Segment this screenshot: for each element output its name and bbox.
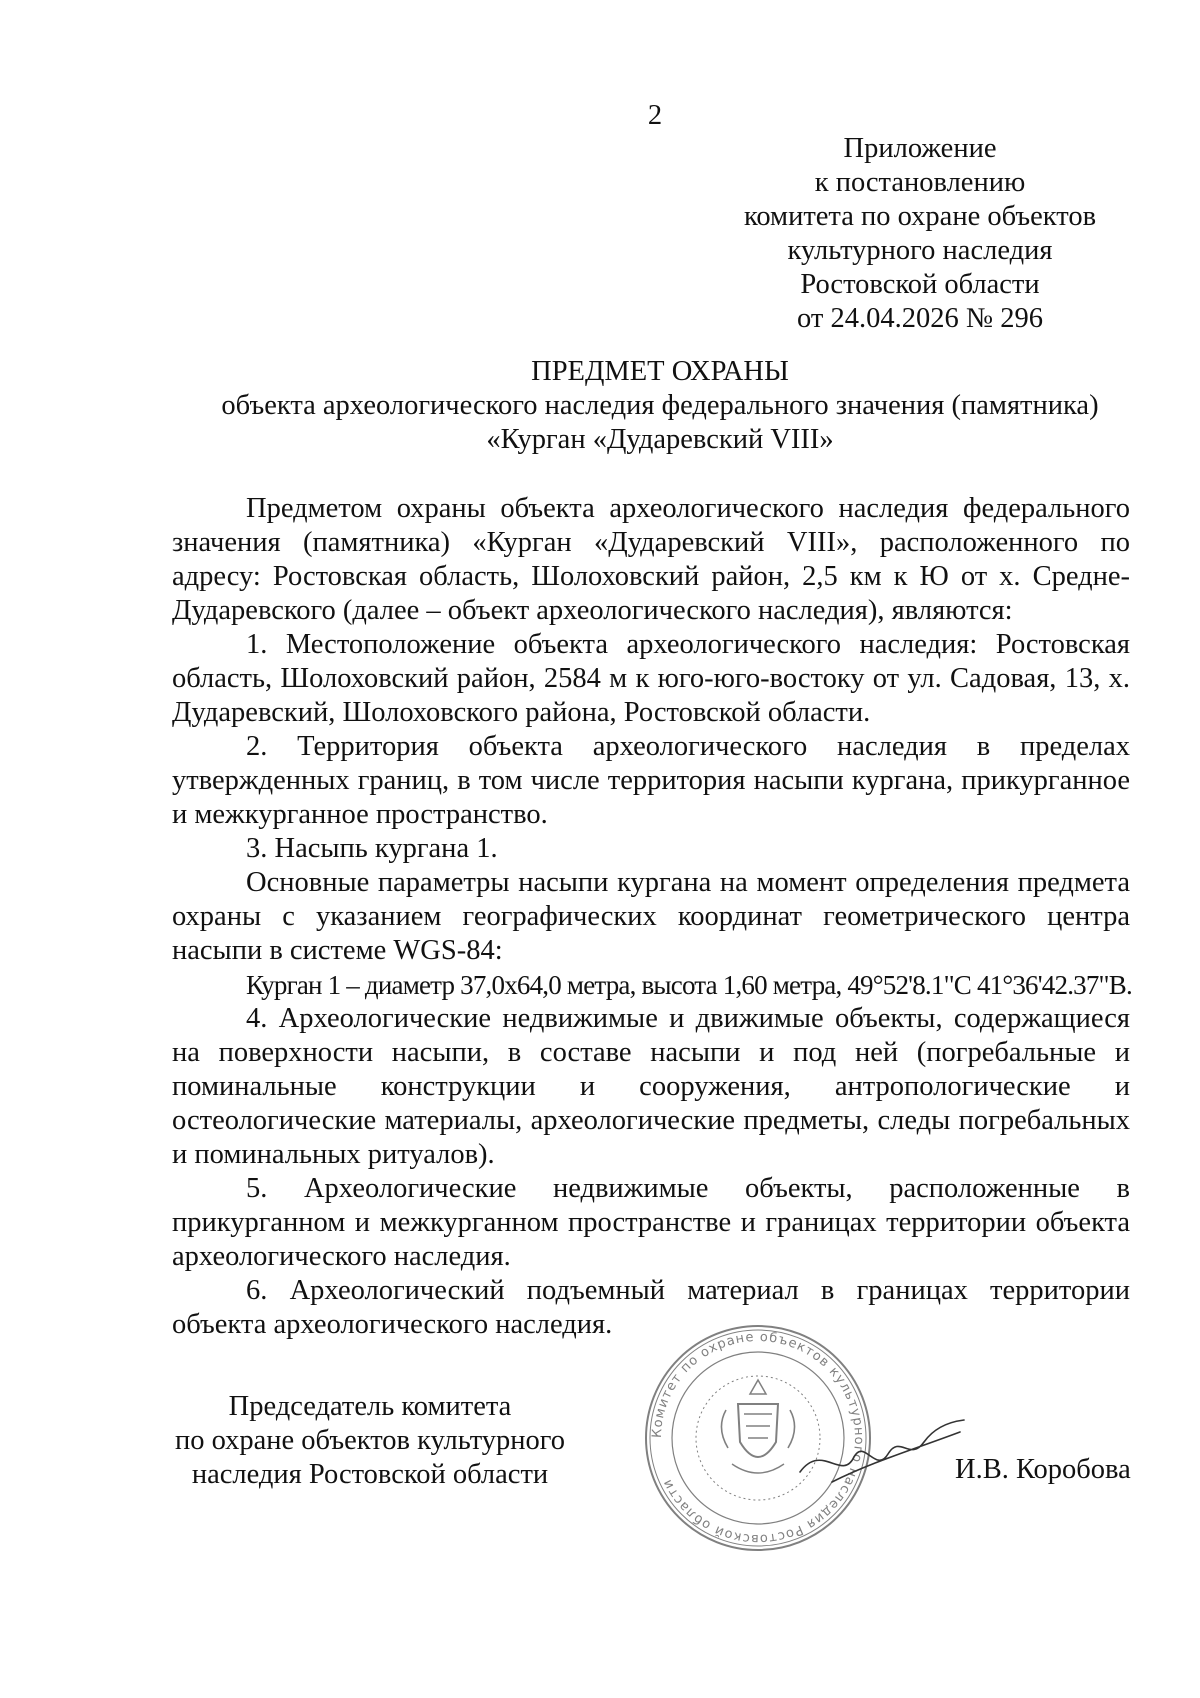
item-location: 1. Местоположение объекта археологического наследия: Ростовская область, Шолоховский район, 2584 м к юго-юго-востоку от ул. Садовая, 13, х. Дударевский, Шолоховского района, Ростовской области. xyxy=(172,629,1130,728)
position-line: по охране объектов культурного xyxy=(174,1425,566,1456)
position-line: наследия Ростовской области xyxy=(191,1459,549,1490)
item-immovable-objects: 5. Археологические недвижимые объекты, расположенные в прикурганном и межкурганном пространстве и границах территории объекта археологического наследия. xyxy=(172,1173,1130,1272)
page-number: 2 xyxy=(647,100,663,131)
document-title xyxy=(200,355,1120,457)
approval-line: культурного наследия xyxy=(787,235,1053,266)
document-body xyxy=(172,492,1130,1342)
approval-line: комитета по охране объектов xyxy=(743,201,1097,232)
position-line: Председатель комитета xyxy=(228,1391,512,1422)
item-objects: 4. Археологические недвижимые и движимые объекты, содержащиеся на поверхности насыпи, в составе насыпи и под ней (погребальные и поминальные конструкции и сооружения, антропологические и остеологические материалы, археологические предметы, следы погребальных и поминальных ритуалов). xyxy=(172,1003,1130,1170)
title-subject: объекта археологического наследия федерального значения (памятника) xyxy=(221,390,1099,421)
intro-paragraph: Предметом охраны объекта археологического наследия федерального значения (памятника) «Курган «Дударевский VIII», расположенного по адресу: Ростовская область, Шолоховский район, 2,5 км к Ю от х. Средне-Дударевского (далее – объект археологического наследия), являются: xyxy=(172,493,1130,626)
parameters-paragraph: Основные параметры насыпи кургана на момент определения предмета охраны с указанием географических координат геометрического центра насыпи в системе WGS-84: xyxy=(172,867,1130,966)
signer-name: И.В. Коробова xyxy=(955,1454,1131,1485)
approval-line: Ростовской области xyxy=(800,269,1040,300)
item-surface-material: 6. Археологический подъемный материал в границах территории объекта археологического наследия. xyxy=(172,1275,1130,1340)
approval-block xyxy=(740,132,1100,336)
item-territory: 2. Территория объекта археологического наследия в пределах утвержденных границ, в том числе территория насыпи кургана, прикурганное и межкурганное пространство. xyxy=(172,731,1130,830)
item-mound: 3. Насыпь кургана 1. xyxy=(246,833,498,864)
signatory-position xyxy=(160,1390,580,1492)
title-heading: ПРЕДМЕТ ОХРАНЫ xyxy=(531,356,789,387)
handwritten-signature xyxy=(792,1402,972,1512)
seal-text: Комитет по охране объектов культурного наследия Ростовской области xyxy=(649,1329,867,1547)
title-object-name: «Курган «Дударевский VIII» xyxy=(486,424,834,455)
approval-date-number: от 24.04.2026 № 296 xyxy=(797,303,1043,334)
approval-line: к постановлению xyxy=(814,167,1026,198)
approval-line: Приложение xyxy=(843,133,997,164)
mound-coordinates: Курган 1 – диаметр 37,0х64,0 метра, высота 1,60 метра, 49°52'8.1"С 41°36'42.37"В. xyxy=(246,970,1132,1000)
